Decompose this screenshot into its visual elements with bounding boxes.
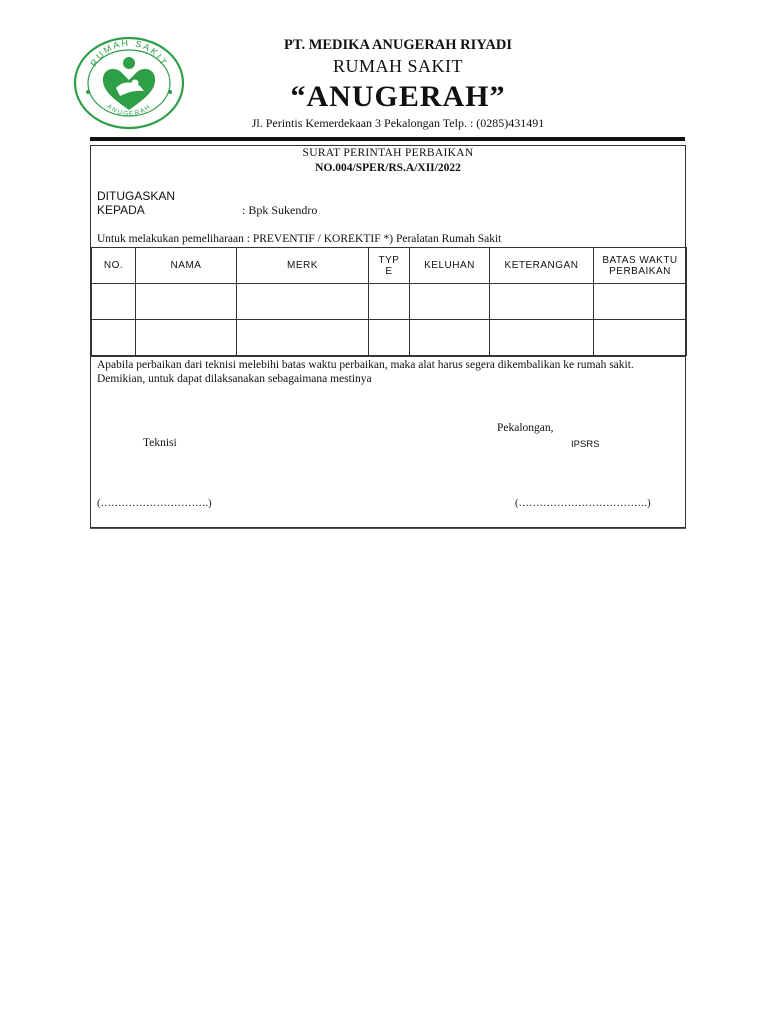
table-cell[interactable] (594, 320, 687, 356)
document-title: SURAT PERINTAH PERBAIKAN (302, 147, 474, 159)
table-row (92, 320, 687, 356)
table-cell[interactable] (136, 284, 237, 320)
table-cell[interactable] (92, 284, 136, 320)
hospital-address: Jl. Perintis Kemerdekaan 3 Pekalongan Telp. : (0285)431491 (251, 116, 545, 130)
logo-text-bottom: ANUGERAH (105, 103, 153, 118)
ipsrs-label: IPSRS (571, 439, 600, 450)
section-divider (91, 356, 685, 357)
hospital-name: RUMAH SAKIT (332, 56, 463, 76)
column-header-type: TYP E (369, 248, 410, 284)
column-header-nama: NAMA (136, 248, 237, 284)
technician-signature-line[interactable]: (………………………….) (97, 498, 212, 509)
frame-bottom-rule (90, 528, 686, 529)
closing-paragraph: Apabila perbaikan dari teknisi melebihi batas waktu perbaikan, maka alat harus segera dikembalikan ke rumah sakit. Demikian, untuk dapat dilaksanakan sebagaimana mestinya (97, 359, 634, 385)
work-order-form (90, 145, 686, 528)
table-cell[interactable] (369, 284, 410, 320)
place-date-label: Pekalongan, (497, 422, 554, 434)
instruction-text: Untuk melakukan pemeliharaan : PREVENTIF / KOREKTIF *) Peralatan Rumah Sakit (97, 233, 502, 245)
table-cell[interactable] (490, 320, 594, 356)
table-cell[interactable] (410, 320, 490, 356)
document-number: NO.004/SPER/RS.A/XII/2022 (315, 162, 461, 174)
column-header-no: NO. (92, 248, 136, 284)
table-row (92, 284, 687, 320)
table-cell[interactable] (237, 320, 369, 356)
logo-text-top: RUMAH SAKIT (88, 37, 170, 69)
table-cell[interactable] (237, 284, 369, 320)
column-header-merk: MERK (237, 248, 369, 284)
column-header-keluhan: KELUHAN (410, 248, 490, 284)
table-cell[interactable] (369, 320, 410, 356)
table-cell[interactable] (136, 320, 237, 356)
table-cell[interactable] (490, 284, 594, 320)
column-header-batas-waktu: BATAS WAKTU PERBAIKAN (594, 248, 687, 284)
table-header-row (92, 248, 687, 284)
table-cell[interactable] (594, 284, 687, 320)
assigned-label-2: KEPADA (97, 203, 145, 217)
technician-label: Teknisi (143, 437, 177, 449)
ipsrs-signature-line[interactable]: (……………………………….) (515, 498, 651, 509)
table-cell[interactable] (410, 284, 490, 320)
company-name: PT. MEDIKA ANUGERAH RIYADI (284, 37, 512, 53)
equipment-table (91, 247, 687, 356)
header-divider (90, 137, 685, 141)
assigned-value: : Bpk Sukendro (242, 203, 318, 217)
assigned-label-1: DITUGASKAN (97, 189, 176, 203)
column-header-keterangan: KETERANGAN (490, 248, 594, 284)
table-cell[interactable] (92, 320, 136, 356)
hospital-brand: “ANUGERAH” (290, 80, 506, 113)
